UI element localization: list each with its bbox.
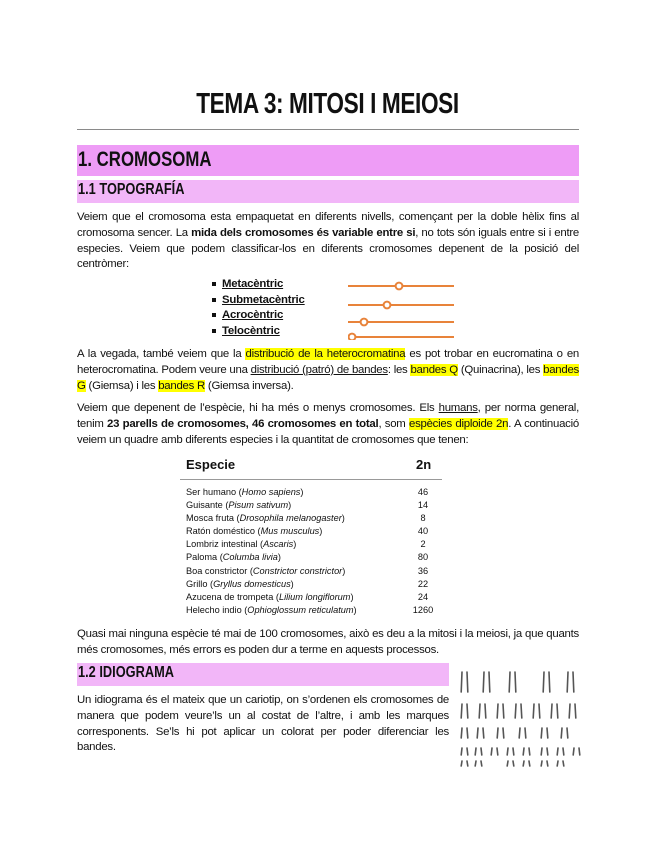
- chromosome-mark: [567, 672, 568, 692]
- list-item: Telocèntric: [212, 325, 332, 341]
- chromosome-mark: [563, 748, 564, 755]
- chromosome-mark: [567, 728, 568, 738]
- table-row: [180, 566, 442, 579]
- chromosome-mark: [507, 761, 508, 766]
- chromosome-mark: [547, 761, 548, 766]
- chromosome-mark: [529, 748, 530, 755]
- chromosome-mark: [523, 761, 524, 766]
- table-row: [180, 526, 442, 539]
- centromere-type-list: [212, 278, 332, 340]
- chromosome-mark: [513, 748, 514, 755]
- paragraph-idiograma: Un idiograma és el mateix que un cariotip, on s’ordenen els cromosomes de manera que podem veure’ls un al costat de l’altre, i amb les marques corresponents. Se’ls hi pot aplicar un colorat per poder diferenciar les bandes.: [77, 694, 449, 754]
- chromosome-mark: [515, 672, 516, 692]
- bullet-icon: [212, 282, 216, 286]
- chromosome-count-cell: 24: [417, 591, 429, 602]
- species-cell: Ser humano (Homo sapiens): [186, 487, 304, 497]
- chromosome-mark: [467, 704, 468, 718]
- chromosome-mark: [557, 748, 558, 755]
- bullet-icon: [212, 298, 216, 302]
- species-cell: Guisante (Pisum sativum): [186, 500, 292, 511]
- chromosome-mark: [497, 748, 498, 755]
- chromosome-mark: [477, 728, 478, 738]
- table-header: [180, 451, 442, 479]
- chromosome-mark: [519, 728, 520, 738]
- list-item: Submetacèntric: [212, 294, 332, 310]
- chromosome-mark: [461, 761, 462, 766]
- chromosome-mark: [467, 728, 468, 738]
- chromosome-mark: [533, 704, 534, 718]
- chromosome-mark: [461, 672, 462, 692]
- table-row: [180, 592, 442, 605]
- table-divider: [180, 479, 442, 480]
- chromosome-mark: [569, 704, 570, 718]
- table-row: [180, 579, 442, 592]
- chromosome-mark: [475, 748, 476, 755]
- chromosome-mark: [557, 704, 558, 718]
- table-row: [180, 605, 442, 618]
- page-title: TEMA 3: MITOSI I MEIOSI: [196, 88, 459, 120]
- paragraph-species: Veiem que depenent de l’espècie, hi ha més o menys cromosomes. Els humans, per norma general, tenim 23 parells de cromosomes, 46 cromosomes en total, som espècies diploide 2n. A continuació veiem un quadre amb diferents especies i la quantitat de cromosomes que tenen:: [77, 402, 579, 446]
- chromosome-mark: [491, 748, 492, 755]
- table-row: [180, 539, 442, 552]
- chromosome-count-cell: 40: [417, 526, 429, 537]
- chromosome-count-cell: 80: [417, 552, 429, 563]
- chromosome-mark: [497, 704, 498, 718]
- paragraph-heterochromatin: A la vegada, també veiem que la distribució de la heterocromatina es pot trobar en eucromatina o en heterocromatina. Podem veure una distribució (patró) de bandes: les bandes Q (Quinacrina), les bandes G (Giemsa) i les bandes R (Giemsa inversa).: [77, 348, 579, 392]
- chromosome-mark: [529, 761, 530, 766]
- chromosome-mark: [483, 672, 484, 692]
- paragraph-conclusion: Quasi mai ninguna espècie té mai de 100 cromosomes, això es deu a la mitosi i la meiosi, ja que quants més cromosomes, més errors es poden dur a terme en aquests processos.: [77, 628, 579, 656]
- chromosome-mark: [507, 748, 508, 755]
- chromosome-count-cell: 46: [417, 487, 429, 497]
- subsection-heading-label: 1.1 TOPOGRAFÍA: [78, 181, 185, 198]
- column-header-species: Especie: [186, 457, 236, 472]
- chromosome-mark: [561, 728, 562, 738]
- chromosome-mark: [521, 704, 522, 718]
- chromosome-mark: [573, 672, 574, 692]
- chromosome-mark: [489, 672, 490, 692]
- species-cell: Mosca fruta (Drosophila melanogaster): [186, 513, 345, 524]
- table-body: [180, 487, 442, 618]
- species-cell: Grillo (Gryllus domesticus): [186, 578, 294, 589]
- chromosome-mark: [563, 761, 564, 766]
- centromere-icon: [384, 302, 391, 309]
- species-cell: Lombriz intestinal (Ascaris): [186, 539, 297, 550]
- chromosome-count-cell: 8: [420, 513, 426, 524]
- chromosome-mark: [579, 748, 580, 755]
- subsection-heading-topografia: [77, 180, 579, 203]
- chromosome-mark: [523, 748, 524, 755]
- chromosome-count-cell: 36: [417, 565, 429, 576]
- chromosome-mark: [541, 748, 542, 755]
- table-row: [180, 487, 442, 500]
- table-row: [180, 500, 442, 513]
- centromere-icon: [361, 319, 368, 326]
- chromosome-mark: [475, 761, 476, 766]
- chromosome-mark: [481, 748, 482, 755]
- subsection-heading-label: 1.2 IDIOGRAMA: [78, 664, 175, 681]
- species-cell: Helecho indio (Ophioglossum reticulatum): [186, 604, 357, 615]
- chromosome-mark: [515, 704, 516, 718]
- chromosome-mark: [547, 728, 548, 738]
- chromosome-mark: [525, 728, 526, 738]
- chromosome-mark: [509, 672, 510, 692]
- chromosome-mark: [513, 761, 514, 766]
- chromosome-mark: [497, 728, 498, 738]
- chromosome-mark: [557, 761, 558, 766]
- chromosome-mark: [541, 728, 542, 738]
- list-item: Acrocèntric: [212, 309, 332, 325]
- bullet-icon: [212, 313, 216, 317]
- chromosome-count-cell: 22: [417, 578, 429, 589]
- species-cell: Azucena de trompeta (Lilium longiflorum): [186, 591, 354, 602]
- chromosome-mark: [485, 704, 486, 718]
- centromere-icon: [349, 334, 356, 340]
- chromosome-count-cell: 14: [417, 500, 429, 511]
- chromosome-mark: [575, 704, 576, 718]
- chromosome-mark: [503, 704, 504, 718]
- chromosome-mark: [483, 728, 484, 738]
- karyotype-image: [458, 664, 582, 772]
- chromosome-mark: [547, 748, 548, 755]
- subsection-heading-idiograma: [77, 663, 449, 686]
- chromosome-mark: [461, 728, 462, 738]
- chromosome-diagram: [348, 278, 456, 340]
- chromosome-mark: [543, 672, 544, 692]
- section-heading-cromosoma: [77, 145, 579, 176]
- table-row: [180, 552, 442, 565]
- paragraph-intro: Veiem que el cromosoma esta empaquetat en diferents nivells, començant per la doble hèlix fins al cromosoma sencer. La mida dels cromosomes és variable entre si, no tots són iguals entre si i entre especies. Veiem que podem classificar-los en diferents cromosomes depenent de la posició del centròmer:: [77, 211, 579, 271]
- chromosome-count-cell: 2: [420, 539, 426, 550]
- section-heading-label: 1. CROMOSOMA: [78, 148, 212, 171]
- chromosome-mark: [539, 704, 540, 718]
- chromosome-mark: [467, 761, 468, 766]
- chromosome-mark: [461, 748, 462, 755]
- species-cell: Paloma (Columba livia): [186, 552, 281, 563]
- title-divider: [77, 129, 579, 130]
- chromosome-mark: [467, 748, 468, 755]
- bullet-icon: [212, 329, 216, 333]
- column-header-2n: 2n: [416, 457, 432, 472]
- chromosome-mark: [573, 748, 574, 755]
- chromosome-count-cell: 1260: [412, 604, 434, 615]
- chromosome-mark: [551, 704, 552, 718]
- centromere-icon: [396, 283, 403, 290]
- species-cell: Boa constrictor (Constrictor constrictor): [186, 565, 346, 576]
- species-cell: Ratón doméstico (Mus musculus): [186, 526, 323, 537]
- chromosome-mark: [541, 761, 542, 766]
- chromosome-mark: [461, 704, 462, 718]
- chromosome-mark: [549, 672, 550, 692]
- chromosome-mark: [479, 704, 480, 718]
- chromosome-mark: [503, 728, 504, 738]
- list-item: Metacèntric: [212, 278, 332, 294]
- chromosome-mark: [467, 672, 468, 692]
- species-chromosome-table: [180, 451, 442, 618]
- chromosome-mark: [481, 761, 482, 766]
- table-row: [180, 513, 442, 526]
